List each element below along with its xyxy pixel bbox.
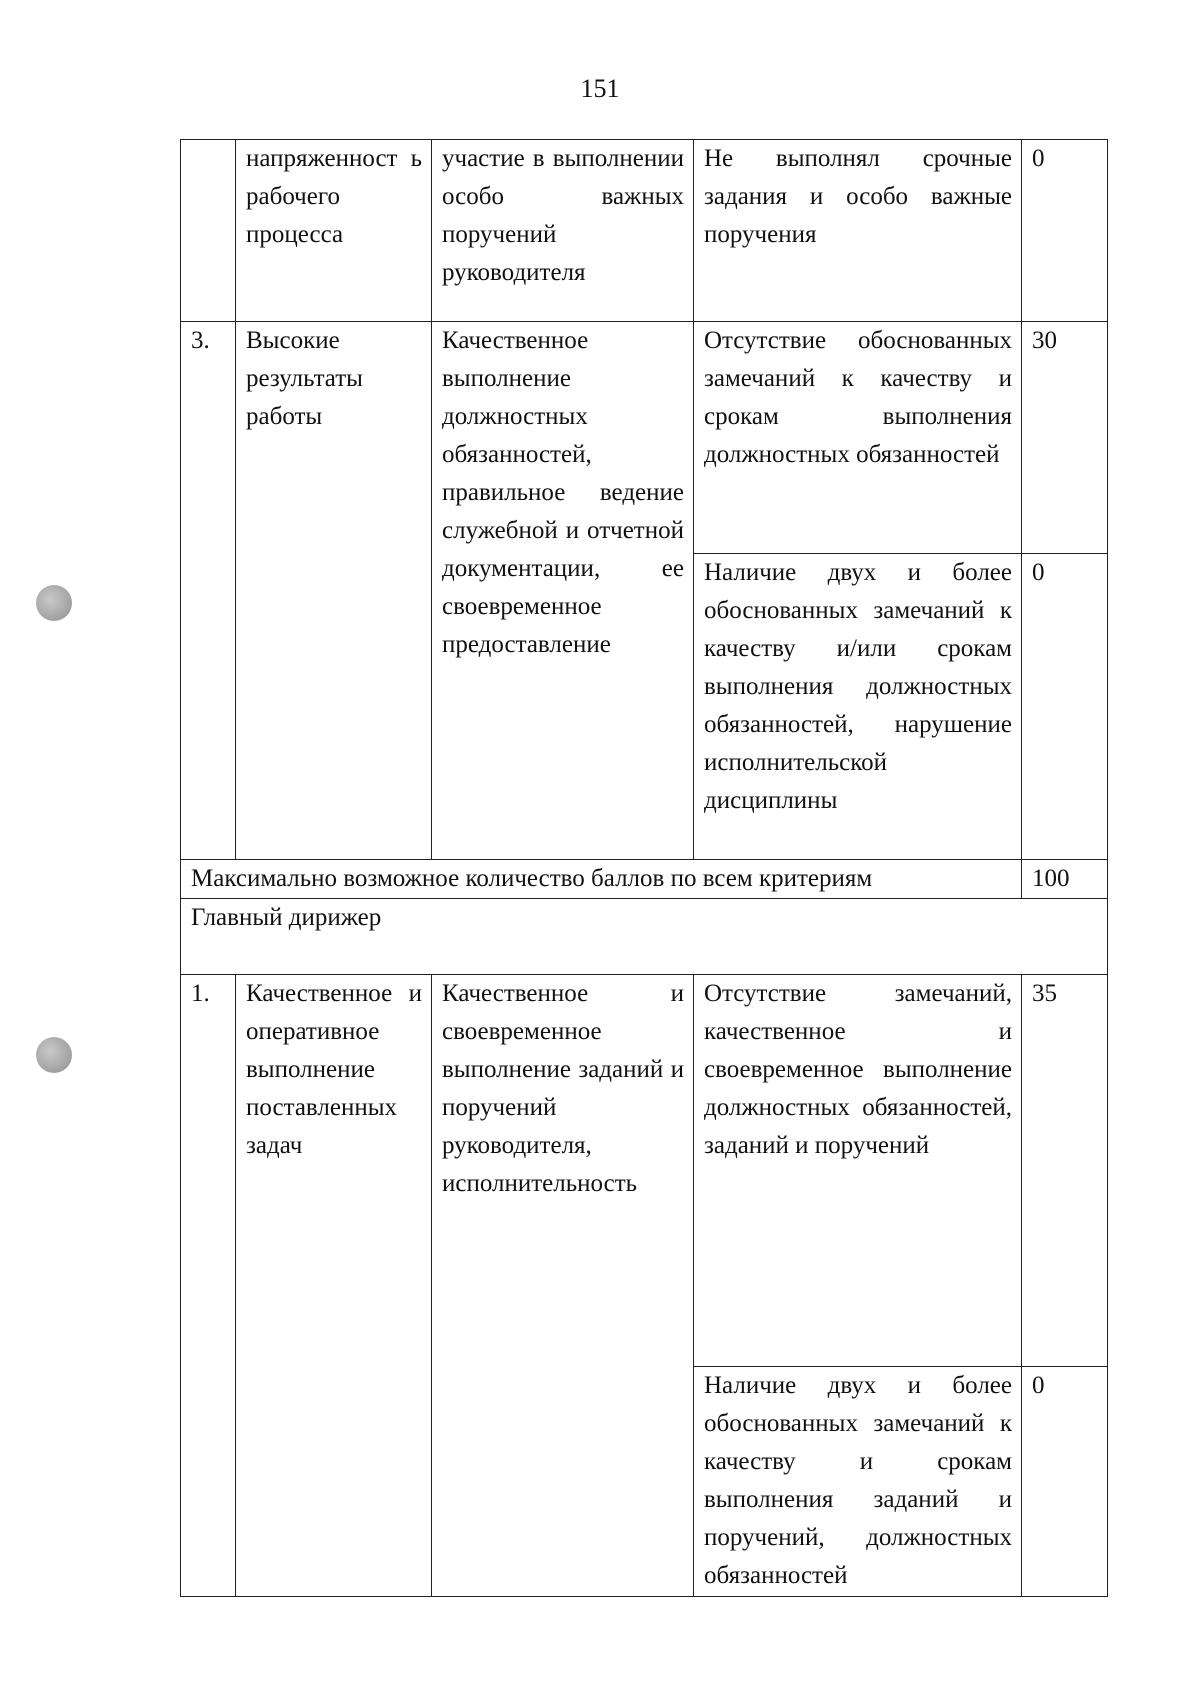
- criterion-cell: Качественное и оперативное выполнение поставленных задач: [236, 975, 432, 1597]
- score-cell: 0: [1022, 1367, 1108, 1597]
- case-cell: Наличие двух и более обоснованных замечаний к качеству и/или срокам выполнения должностных обязанностей, нарушение исполнительской дисциплины: [694, 554, 1022, 860]
- case-cell: Наличие двух и более обоснованных замечаний к качеству и срокам выполнения заданий и поручений, должностных обязанностей: [694, 1367, 1022, 1597]
- criterion-cell: Высокие результаты работы: [236, 322, 432, 860]
- max-score-value: 100: [1022, 860, 1108, 899]
- table-row: [181, 975, 1108, 1367]
- row-number-cell: [181, 140, 236, 322]
- case-cell: Отсутствие замечаний, качественное и своевременное выполнение должностных обязанностей, заданий и поручений: [694, 975, 1022, 1367]
- score-cell: 0: [1022, 554, 1108, 860]
- case-cell: Не выполнял срочные задания и особо важные поручения: [694, 140, 1022, 322]
- section-header-row: [181, 899, 1108, 975]
- table-row: [181, 140, 1108, 322]
- section-title: Главный дирижер: [181, 899, 1108, 975]
- score-cell: 30: [1022, 322, 1108, 554]
- row-number-cell: 3.: [181, 322, 236, 860]
- max-score-label: Максимально возможное количество баллов по всем критериям: [181, 860, 1022, 899]
- row-number-cell: 1.: [181, 975, 236, 1597]
- max-score-row: [181, 860, 1108, 899]
- punch-hole: [36, 1037, 72, 1073]
- score-cell: 35: [1022, 975, 1108, 1367]
- table-row: [181, 322, 1108, 554]
- criteria-table: [180, 139, 1108, 1597]
- page-number: 151: [580, 74, 620, 103]
- criterion-cell: напряженност ь рабочего процесса: [236, 140, 432, 322]
- case-cell: Отсутствие обоснованных замечаний к качеству и срокам выполнения должностных обязанностей: [694, 322, 1022, 554]
- score-cell: 0: [1022, 140, 1108, 322]
- punch-hole: [36, 585, 72, 621]
- indicator-cell: Качественное выполнение должностных обязанностей, правильное ведение служебной и отчетной документации, ее своевременное предоставление: [432, 322, 694, 860]
- indicator-cell: Качественное и своевременное выполнение заданий и поручений руководителя, исполнительность: [432, 975, 694, 1597]
- indicator-cell: участие в выполнении особо важных поручений руководителя: [432, 140, 694, 322]
